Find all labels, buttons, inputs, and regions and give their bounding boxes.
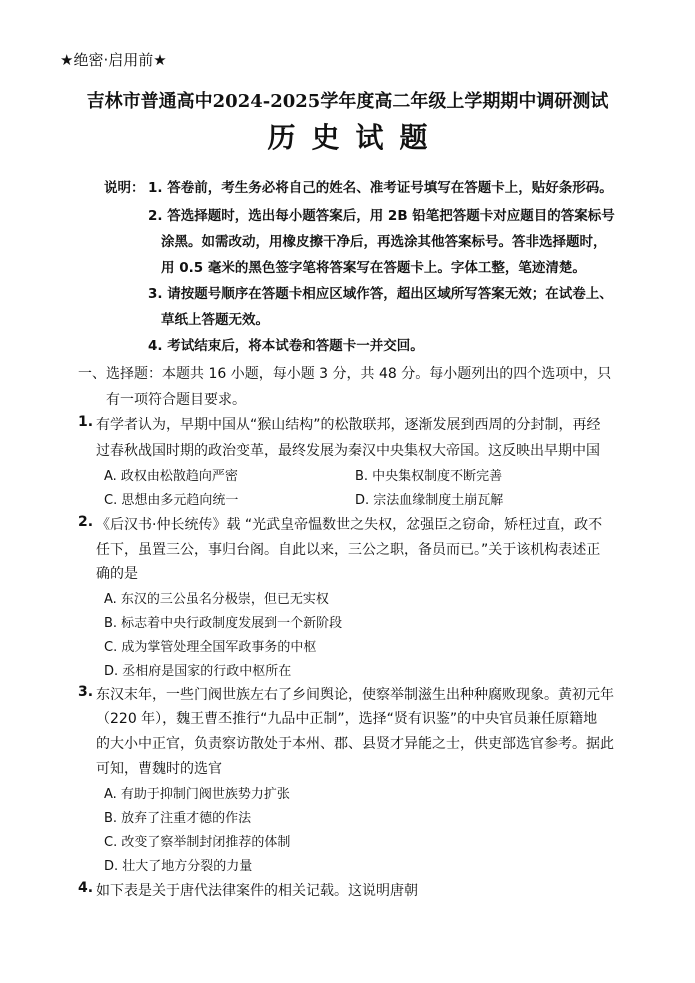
instruction-line: 1. 答卷前，考生务必将自己的姓名、准考证号填写在答题卡上，贴好条形码。	[148, 180, 613, 196]
subject-title: 历史试题	[267, 121, 444, 154]
instruction-line: 涂黑。如需改动，用橡皮擦干净后，再选涂其他答案标号。答非选择题时，	[161, 234, 607, 250]
option-d: D. 壮大了地方分裂的力量	[104, 859, 253, 874]
question-stem: （220 年），魏王曹丕推行“九品中正制”，选择“贤有识鉴”的中央官员兼任原籍地	[96, 711, 598, 727]
instruction-line: 3. 请按题号顺序在答题卡相应区域作答，超出区域所写答案无效；在试卷上、	[148, 286, 613, 302]
question-stem: 有学者认为，早期中国从“猴山结构”的松散联邦，逐渐发展到西周的分封制，再经	[96, 417, 601, 433]
option-d: D. 丞相府是国家的行政中枢所在	[104, 664, 292, 679]
option-c: C. 思想由多元趋向统一	[104, 493, 239, 508]
option-b: B. 中央集权制度不断完善	[355, 469, 503, 484]
exam-title: 吉林市普通高中2024-2025学年度高二年级上学期期中调研测试	[86, 91, 609, 112]
question-stem: 《后汉书·仲长统传》载 “光武皇帝愠数世之失权，忿强臣之窃命，矫枉过直，政不	[96, 517, 603, 533]
question-stem: 确的是	[96, 566, 138, 582]
question-stem: 任下，虽置三公，事归台阁。自此以来，三公之职，备员而已。”关于该机构表述正	[96, 542, 601, 558]
option-a: A. 东汉的三公虽名分极崇，但已无实权	[104, 592, 329, 607]
instruction-line: 2. 答选择题时，选出每小题答案后，用 2B 铅笔把答题卡对应题目的答案标号	[148, 208, 615, 224]
instructions-label: 说明：	[104, 180, 145, 196]
question-stem: 过春秋战国时期的政治变革，最终发展为秦汉中央集权大帝国。这反映出早期中国	[96, 443, 600, 459]
option-c: C. 成为掌管处理全国军政事务的中枢	[104, 640, 317, 655]
question-number: 4.	[78, 880, 94, 896]
section-heading: 一、选择题：本题共 16 小题，每小题 3 分，共 48 分。每小题列出的四个选项中，只	[78, 366, 612, 382]
instruction-line: 4. 考试结束后，将本试卷和答题卡一并交回。	[148, 338, 424, 354]
confidential-mark: ★绝密·启用前★	[60, 51, 167, 69]
question-stem: 可知，曹魏时的选官	[96, 761, 222, 777]
instruction-line: 草纸上答题无效。	[161, 312, 269, 328]
instruction-line: 用 0.5 毫米的黑色签字笔将答案写在答题卡上。字体工整，笔迹清楚。	[161, 260, 586, 276]
option-a: A. 有助于抑制门阀世族势力扩张	[104, 787, 290, 802]
option-c: C. 改变了察举制封闭推荐的体制	[104, 835, 291, 850]
question-number: 3.	[78, 684, 94, 700]
option-d: D. 宗法血缘制度土崩瓦解	[355, 493, 504, 508]
option-b: B. 放弃了注重才德的作法	[104, 811, 252, 826]
question-number: 2.	[78, 514, 94, 530]
question-number: 1.	[78, 414, 94, 430]
question-stem: 如下表是关于唐代法律案件的相关记载。这说明唐朝	[96, 883, 418, 899]
option-b: B. 标志着中央行政制度发展到一个新阶段	[104, 616, 343, 631]
option-a: A. 政权由松散趋向严密	[104, 469, 238, 484]
section-heading-cont: 有一项符合题目要求。	[106, 392, 246, 408]
question-stem: 东汉末年，一些门阀世族左右了乡间舆论，使察举制滋生出种种腐败现象。黄初元年	[96, 687, 614, 703]
question-stem: 的大小中正官，负责察访散处于本州、郡、县贤才异能之士，供吏部选官参考。据此	[96, 736, 614, 752]
